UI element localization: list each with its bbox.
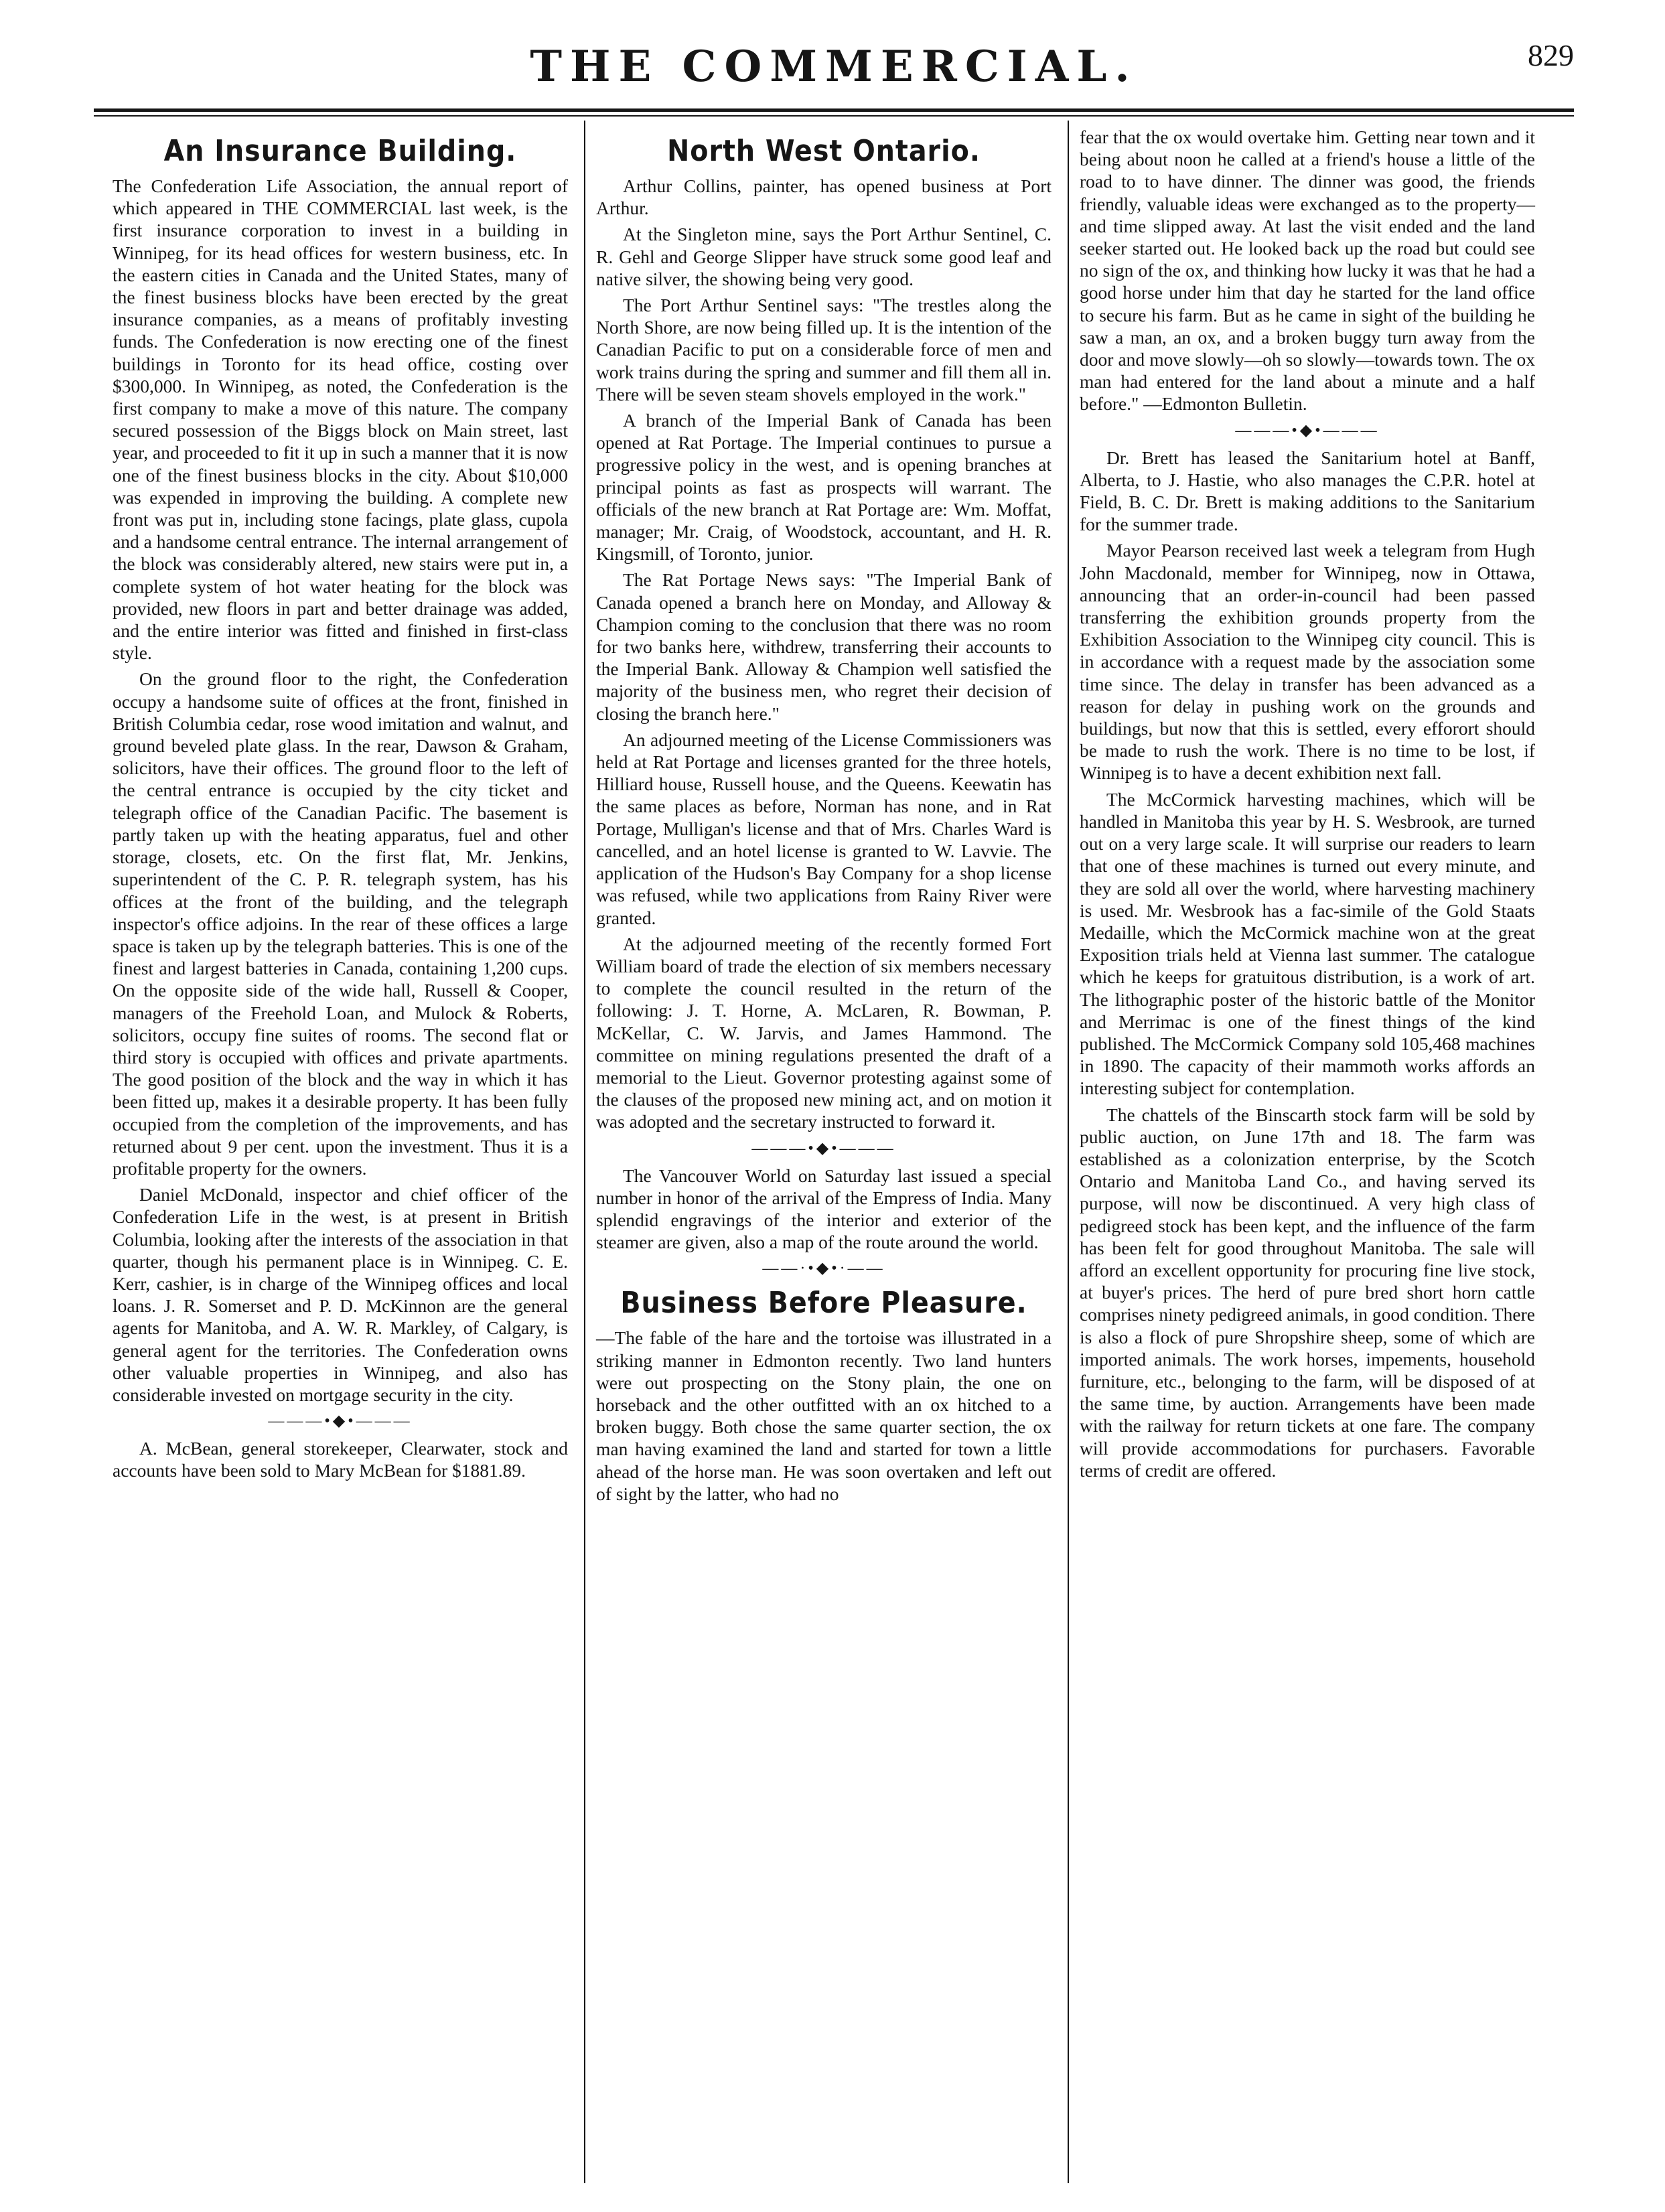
page-number: 829 <box>1528 38 1574 72</box>
column-3 <box>1080 126 1535 1485</box>
section-ornament: ——·•◆•·—— <box>762 1260 885 1278</box>
article-paragraph: The Confederation Life Association, the annual report of which appeared in THE COMMERCIAL last week, is the first insurance corporation to invest in a building in Winnipeg, for its head offices for western business, etc. In the eastern cities in Canada and the United States, many of the finest business blocks have been erected by the great insurance companies, as a means of profitably investing funds. The Confederation is now erecting one of the finest buildings in Toronto for its head office, costing over $300,000. In Winnipeg, as noted, the Confederation is the first company to make a move of this nature. The company secured possession of the Biggs block on Main street, last year, and proceeded to fit it up in such a manner that it is now one of the finest business blocks in the city. About $10,000 was expended in improving the building. A complete new front was put in, including stone facings, plate glass, cupola and a handsome central entrance. The internal arrangement of the block was considerably altered, new stairs were put in, a complete system of hot water heating for the block was provided, new floors in part and better drainage was added, and the entire interior was fitted and finished in first-class style. <box>113 175 568 664</box>
news-item: A. McBean, general storekeeper, Clearwater, stock and accounts have been sold to Mary McBean for $1881.89. <box>113 1438 568 1481</box>
column-2 <box>596 126 1052 1509</box>
news-item: An adjourned meeting of the License Commissioners was held at Rat Portage and licenses granted for the three hotels, Hilliard house, Russell house, and the Queens. Keewatin has the same places as before, Norman has none, and in Rat Portage, Mulligan's license and that of Mrs. Charles Ward is cancelled, and an hotel license is granted to W. Lavvie. The application of the Hudson's Bay Company for a shop license was refused, while two applications from Rainy River were granted. <box>596 729 1052 928</box>
section-ornament: ———•◆•——— <box>751 1139 896 1157</box>
article-continuation: fear that the ox would overtake him. Getting near town and it being about noon he called at a friend's house a little of the road to to have dinner. The dinner was good, the friends friendly, valuable ideas were exchanged as to the property—and time slipped away. At last the visit ended and the land seeker started out. He looked back up the road but could see no sign of the ox, and thinking how lucky it was that he had a good horse under him that day he started for the land office to secure his farm. But as he came in sight of the building he saw a man, an ox, and a broken buggy turn away from the door and move slowly—oh so slowly—towards town. The ox man had entered for the land about a minute and a half before." —Edmonton Bulletin. <box>1080 127 1535 415</box>
news-item: The McCormick harvesting machines, which will be handled in Manitoba this year by H. S. Wesbrook, are turned out on a very large scale. It will surprise our readers to learn that one of these machines is turned out every minute, and they are sold all over the world, where harvesting machinery is used. Mr. Wesbrook has a fac-simile of the Gold Staats Medaille, which the McCormick machine won at the great Exposition trials held at Vienna last summer. The catalogue which he keeps for gratuitous distribution, is a work of art. The lithographic poster of the historic battle of the Monitor and Merrimac is one of the finest things of the kind published. The McCormick Company sold 105,468 machines in 1890. The capacity of their mammoth works affords an interesting subject for contemplation. <box>1080 788 1535 1099</box>
article-heading: North West Ontario. <box>667 134 981 168</box>
masthead-rule-thick <box>94 108 1574 112</box>
newspaper-title: THE COMMERCIAL. <box>530 42 1138 92</box>
news-item: A branch of the Imperial Bank of Canada has been opened at Rat Portage. The Imperial continues to pursue a progressive policy in the west, and is opening branches at principal points as fast as prospects will warrant. The officials of the new branch at Rat Portage are: Wm. Moffat, manager; Mr. Craig, of Woodstock, accountant, and H. R. Kingsmill, of Toronto, junior. <box>596 410 1052 565</box>
article-paragraph: —The fable of the hare and the tortoise was illustrated in a striking manner in Edmonton recently. Two land hunters were out prospecting on the Stony plain, the one on horseback and the other outfitted with an ox hitched to a broken buggy. Both chose the same quarter section, the ox man having examined the land and started for town a little ahead of the horse man. He was soon overtaken and left out of sight by the latter, who had no <box>596 1327 1052 1504</box>
article-heading: Business Before Pleasure. <box>620 1286 1027 1321</box>
news-item: At the Singleton mine, says the Port Arthur Sentinel, C. R. Gehl and George Slipper have struck some good leaf and native silver, the showing being very good. <box>596 224 1052 289</box>
article-paragraph: On the ground floor to the right, the Confederation occupy a handsome suite of offices at the front, finished in British Columbia cedar, rose wood imitation and walnut, and ground beveled plate glass. In the rear, Dawson & Graham, solicitors, have their offices. The ground floor to the left of the central entrance is occupied by the city ticket and telegraph office of the Canadian Pacific. The basement is partly taken up with the heating apparatus, fuel and other storage, closets, etc. On the first flat, Mr. Jenkins, superintendent of the C. P. R. telegraph system, has his offices at the front of the building, and the telegraph inspector's office adjoins. In the rear of these offices a large space is taken up by the telegraph batteries. This is one of the finest and largest batteries in Canada, containing 1,200 cups. On the opposite side of the wide hall, Russell & Cooper, managers of the Freehold Loan, and Mulock & Roberts, solicitors, occupy fine suites of rooms. The second flat or third story is occupied with offices and private apartments. The good position of the block and the way in which it has been fitted up, makes it a desirable property. It has been fully occupied from the completion of the improvements, and has returned about 9 per cent. upon the investment. Thus it is a profitable property for the owners. <box>113 668 568 1179</box>
article-paragraph: Daniel McDonald, inspector and chief officer of the Confederation Life in the west, is at present in British Columbia, looking after the interests of the association in that quarter, though his permanent place is in Winnipeg. C. E. Kerr, cashier, is in charge of the Winnipeg offices and local loans. J. R. Somerset and P. D. McKinnon are the general agents for Manitoba, and A. W. R. Markley, of Calgary, is general agent for the territories. The Confederation owns other valuable properties in Winnipeg, and also has considerable invested on mortgage security in the city. <box>113 1184 568 1405</box>
section-ornament: ———•◆•——— <box>268 1412 413 1430</box>
news-item: The chattels of the Binscarth stock farm will be sold by public auction, on June 17th and 18. The farm was established as a colonization enterprise, by the Scotch Ontario and Manitoba Land Co., and having served its purpose, will now be discontinued. A very high class of pedigreed stock has been kept, and the influence of the farm has been felt for good throughout Manitoba. The sale will afford an excellent opportunity for procuring fine live stock, at buyer's prices. The herd of pure bred short horn cattle comprises ninety pedigreed animals, in good condition. There is also a flock of pure Shropshire sheep, some of which are imported animals. The work horses, impements, household furniture, etc., belonging to the farm, will be disposed of at the same time, by auction. Arrangements have been made with the railway for return tickets at one fare. The company will provide accommodations for purchasers. Favorable terms of credit are offered. <box>1080 1104 1535 1481</box>
news-item: Dr. Brett has leased the Sanitarium hotel at Banff, Alberta, to J. Hastie, who also manages the C.P.R. hotel at Field, B. C. Dr. Brett is making additions to the Sanitarium for the summer trade. <box>1080 447 1535 535</box>
news-item: Arthur Collins, painter, has opened business at Port Arthur. <box>596 175 1052 219</box>
news-item: Mayor Pearson received last week a telegram from Hugh John Macdonald, member for Winnipeg, now in Ottawa, announcing that an order-in-council had been passed transferring the exhibition grounds property from the Exhibition Association to the Winnipeg city council. This is in accordance with a request made by the association some time since. The delay in transfer has been advanced as a reason for delay in pushing work on the grounds and buildings, but now that this is settled, every efforort should be made to rush the work. There is no time to be lost, if Winnipeg is to have a decent exhibition next fall. <box>1080 540 1535 784</box>
news-item: The Vancouver World on Saturday last issued a special number in honor of the arrival of the Empress of India. Many splendid engravings of the interior and exterior of the steamer are given, also a map of the route around the world. <box>596 1165 1052 1253</box>
news-item: The Rat Portage News says: "The Imperial Bank of Canada opened a branch here on Monday, and Alloway & Champion coming to the conclusion that there was no room for two banks here, withdrew, transferring their accounts to the Imperial Bank. Alloway & Champion well satisfied the majority of the business men, who regret their decision of closing the branch here." <box>596 569 1052 724</box>
column-divider-1 <box>584 121 585 2183</box>
masthead <box>94 32 1574 113</box>
article-heading: An Insurance Building. <box>163 134 517 168</box>
column-divider-2 <box>1068 121 1069 2183</box>
news-item: The Port Arthur Sentinel says: "The trestles along the North Shore, are now being filled up. It is the intention of the Canadian Pacific to put on a considerable force of men and work trains during the spring and summer and fill them all in. There will be seven steam shovels employed in the work." <box>596 295 1052 404</box>
section-ornament: ———•◆•——— <box>1235 421 1380 439</box>
masthead-rule-thin <box>94 115 1574 117</box>
news-item: At the adjourned meeting of the recently formed Fort William board of trade the election of six members necessary to complete the council resulted in the return of the following: J. T. Horne, A. McLaren, R. Bowman, P. McKellar, C. W. Jarvis, and James Hammond. The committee on mining regulations presented the draft of a memorial to the Lieut. Governor protesting against some of the clauses of the proposed new mining act, and on motion it was adopted and the secretary instructed to forward it. <box>596 933 1052 1132</box>
column-1 <box>113 126 568 1486</box>
